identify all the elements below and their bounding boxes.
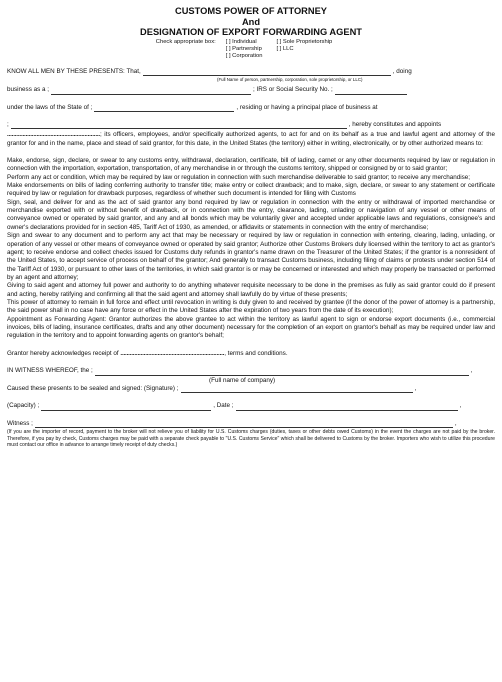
footnote: (If you are the importer of record, payment to the broker will not relieve you of liability for U.S. Customs charges (duties, taxes or other debts owed Customs) in the event the charges are not paid by the broker. Therefore, if you pay by check, Customs charges may be paid with a separate check payable to "U.S. Customs Service" which shall be delivered to Customs by the broker. Importers who wish to utilize this procedure must contact our office in advance to arrange timely receipt of duty checks.) xyxy=(7,429,495,449)
address-field[interactable] xyxy=(11,121,347,129)
form-title-line-1: CUSTOMS POWER OF ATTORNEY xyxy=(174,6,328,16)
irs-text: ; IRS or Social Security No. ; xyxy=(253,86,333,94)
powers-paragraph-8: Appointment as Forwarding Agent: Grantor authorizes the above grantee to act within the territory as lawful agent to sign or endorse export documents (i.e., commercial invoices, bills of lading, insurance certificates, drafts and any other document) necessary for the completion of an export on grantor's behalf as may be required under law and regulation in the territory and to appoint forwarding agents on grantor's behalf; xyxy=(7,315,495,340)
company-comma: , xyxy=(470,367,473,375)
witness-whereof-row xyxy=(7,367,495,375)
doing-text: , doing xyxy=(392,67,412,75)
powers-paragraph-4: Sign, seal, and deliver for and as the act of said grantor any bond required by law or regulation in connection with the entry or withdrawal of imported merchandise or merchandise exported with or without benefit of drawback, or in connection with the entry, clearance, lading, unlading or navigation of any vessel or other means of conveyance owned or operated by said grantor, and any and all bonds which may be voluntarily giver and accepted under applicable laws and regulations, consignee's and owner's declarations provided for in section 485, Tariff Act of 1930, as amended, or affidavits or statements in connection with the entry of merchandise; xyxy=(7,198,495,231)
grantor-name-hint: (Full Name of person, partnership, corporation, sole proprietorship, or LLC) xyxy=(217,77,363,83)
checkbox-sole-proprietorship[interactable]: [ ] Sole Proprietorship xyxy=(276,39,333,46)
terms-text: , terms and conditions. xyxy=(224,349,288,357)
check-label: Check appropriate box: xyxy=(155,39,216,46)
witness-row xyxy=(7,420,495,428)
appoints-text: , hereby constitutes and appoints xyxy=(348,120,442,128)
witness-text: Witness ; xyxy=(7,419,33,427)
entity-options-col-2 xyxy=(276,39,332,60)
acknowledge-text: Grantor hereby acknowledges receipt of xyxy=(7,349,119,357)
acknowledge-row xyxy=(7,350,495,358)
appointment-text: ; its officers, employees, and/or specifically authorized agents, to act for and on its behalf as a true and lawful agent and attorney of the grantor for and in the name, place and stead of said grantor, for this date, in the United States (the territory) either in writing, electronically, or by other authorized means to: xyxy=(7,131,495,147)
company-name-hint: (Full name of company) xyxy=(209,376,276,384)
checkbox-corporation[interactable]: [ ] Corporation xyxy=(225,52,263,59)
entity-type-checkboxes xyxy=(7,39,495,60)
checkbox-llc[interactable]: [ ] LLC xyxy=(276,46,294,53)
capacity-text: (Capacity) ; xyxy=(7,402,40,410)
address-semicolon: ; xyxy=(7,120,9,128)
witness-field[interactable] xyxy=(35,420,453,428)
terms-dots[interactable]: ................................................................... xyxy=(120,349,225,357)
appointment-paragraph xyxy=(7,131,495,148)
witness-comma: , xyxy=(454,419,457,427)
powers-paragraph-6: Giving to said agent and attorney full power and authority to do anything whatever requisite necessary to be done in the premises as fully as said grantor could do if present and acting, hereby ratifying and confirming all that the said agent and attorney shall lawfully do by virtue of these presents; xyxy=(7,282,495,298)
capacity-field[interactable] xyxy=(41,403,211,411)
powers-paragraph-5: Sign and swear to any document and to perform any act that may be necessary or required by law or regulation in connection with entering, clearing, lading, unlading, or operation of any vessel or other means of conveyance owned or operated by said grantor; Authorize other Customs Brokers duly licensed within the territory to act as grantor's agent; to receive endorse and collect checks issued for Customs duty refunds in grantor's name drawn on the Treasurer of the United States; if the grantor is a nonresident of the United States, to accept service of process on behalf of the grantor; And generally to transact Customs business, including filing of claims or protests under section 514 of the Tariff Act of 1930, or pursuant to other laws of the territories, in which said grantor is or may be concerned or interested and which may properly be transacted or performed by an agent and attorney; xyxy=(7,232,495,281)
signature-field[interactable] xyxy=(181,385,413,393)
signature-comma: , xyxy=(414,384,417,392)
caused-text: Caused these presents to be sealed and signed: (Signature) ; xyxy=(7,384,179,392)
address-row xyxy=(7,121,495,129)
residing-text: , residing or having a principal place of business at xyxy=(236,103,378,111)
grantor-name-field[interactable] xyxy=(143,68,391,76)
date-field[interactable] xyxy=(236,403,458,411)
business-as-text: business as a ; xyxy=(7,86,50,94)
powers-paragraph-7: This power of attorney to remain in full force and effect until revocation in writing is duly given to and received by grantee (if the donor of the power of attorney is a partnership, the said power shall in no case have any force or effect in the United States after the expiration of two years from the date of its execution); xyxy=(7,299,495,315)
form-title-line-2: And xyxy=(241,16,261,27)
grantor-name-row xyxy=(7,68,495,76)
checkbox-individual[interactable]: [ ] Individual xyxy=(225,39,257,46)
know-all-text: KNOW ALL MEN BY THESE PRESENTS: That, xyxy=(7,67,141,75)
witness-whereof-text: IN WITNESS WHEREOF, the ; xyxy=(7,367,93,375)
irs-number-field[interactable] xyxy=(335,87,407,95)
powers-paragraph-2: Perform any act or condition, which may be required by law or regulation in connection with such merchandise deliverable to said grantor; to receive any merchandise; xyxy=(7,173,471,181)
date-comma: , xyxy=(459,402,462,410)
entity-options-col-1 xyxy=(226,39,263,60)
powers-paragraph-1: Make, endorse, sign, declare, or swear to any customs entry, withdrawal, declaration, certificate, bill of lading, carnet or any other documents required by law or regulation in connection with the importation, exportation, transportation, of any merchandise in or through the customs territory, shipped or consigned by or to said grantor; xyxy=(7,156,495,173)
company-name-field[interactable] xyxy=(95,368,469,376)
agent-name-dots[interactable]: ............................................................ xyxy=(7,131,100,139)
signature-row xyxy=(7,385,495,393)
state-row xyxy=(7,104,495,112)
powers-paragraph-3: Make endorsements on bills of lading conferring authority to transfer title; make entry or collect drawback; and to make, sign, declare, or swear to any statement or certificate required by law or regulation for drawback purposes, regardless of whether such document is intended for filing with Customs xyxy=(7,182,495,198)
state-field[interactable] xyxy=(94,104,234,112)
business-row xyxy=(7,86,495,94)
capacity-date-row xyxy=(7,402,495,410)
form-title xyxy=(7,6,495,38)
checkbox-partnership[interactable]: [ ] Partnership xyxy=(225,46,262,53)
form-title-line-3: DESIGNATION OF EXPORT FORWARDING AGENT xyxy=(140,27,362,38)
business-type-field[interactable] xyxy=(51,87,251,95)
state-of-text: under the laws of the State of ; xyxy=(7,103,93,111)
date-text: , Date ; xyxy=(213,402,234,410)
